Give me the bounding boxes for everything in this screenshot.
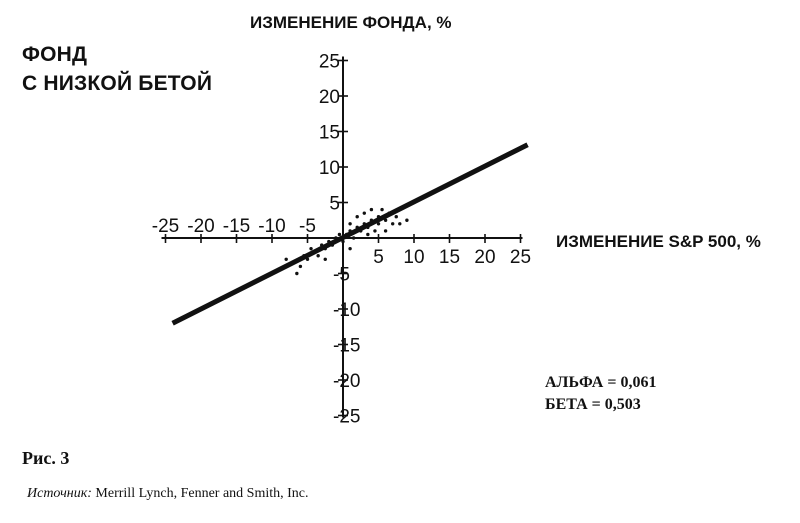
- data-point: [398, 222, 401, 225]
- data-point: [377, 222, 380, 225]
- data-point: [384, 219, 387, 222]
- data-point: [316, 254, 319, 257]
- x-tick-label: -25: [151, 216, 180, 237]
- y-tick-label: -10: [333, 300, 361, 321]
- y-tick-label: 25: [318, 51, 340, 73]
- alpha-value: АЛЬФА = 0,061: [545, 374, 657, 391]
- data-point: [338, 233, 341, 236]
- chart-title-line-1: ФОНД: [22, 43, 88, 66]
- data-point: [377, 215, 380, 218]
- beta-value: БЕТА = 0,503: [545, 396, 641, 413]
- x-tick-label: -10: [258, 216, 286, 237]
- data-point: [373, 229, 376, 232]
- data-point: [363, 211, 366, 214]
- data-point: [292, 261, 295, 264]
- y-tick-label: -15: [333, 335, 361, 357]
- data-point: [327, 240, 330, 243]
- x-tick-label: 10: [403, 247, 425, 268]
- regression-stats: [545, 372, 656, 416]
- source-label: Источник:: [27, 486, 92, 501]
- data-point: [356, 215, 359, 218]
- figure-label: Рис. 3: [22, 448, 70, 468]
- x-tick-label: 5: [373, 247, 384, 268]
- data-point: [352, 236, 355, 239]
- source-note: [27, 486, 309, 502]
- data-point: [295, 272, 298, 275]
- data-point: [380, 208, 383, 211]
- data-point: [405, 219, 408, 222]
- y-axis-label: ИЗМЕНЕНИЕ ФОНДА, %: [250, 13, 452, 32]
- data-point: [341, 240, 344, 243]
- x-tick-label: -20: [187, 216, 215, 237]
- data-point: [334, 236, 337, 239]
- x-tick-label: -15: [222, 216, 251, 237]
- data-point: [309, 247, 312, 250]
- x-axis-label: ИЗМЕНЕНИЕ S&P 500, %: [556, 232, 761, 251]
- y-tick-label: 10: [318, 158, 340, 179]
- data-point: [359, 229, 362, 232]
- data-point: [356, 226, 359, 229]
- data-point: [348, 229, 351, 232]
- data-point: [370, 219, 373, 222]
- data-point: [348, 247, 351, 250]
- data-point: [366, 233, 369, 236]
- source-text: Merrill Lynch, Fenner and Smith, Inc.: [91, 486, 309, 501]
- data-point: [348, 222, 351, 225]
- data-point: [331, 243, 334, 246]
- data-point: [306, 258, 309, 261]
- data-point: [363, 222, 366, 225]
- data-point: [384, 229, 387, 232]
- data-point: [391, 222, 394, 225]
- chart-title-line-2: С НИЗКОЙ БЕТОЙ: [22, 72, 213, 95]
- data-point: [395, 215, 398, 218]
- data-point: [324, 258, 327, 261]
- x-tick-label: 15: [438, 247, 461, 268]
- y-tick-label: -25: [333, 406, 361, 428]
- data-point: [324, 247, 327, 250]
- data-point: [299, 265, 302, 268]
- data-point: [313, 251, 316, 254]
- x-tick-label: -5: [299, 216, 316, 237]
- data-point: [387, 211, 390, 214]
- y-tick-label: 5: [329, 193, 340, 215]
- data-point: [370, 208, 373, 211]
- data-point: [285, 258, 288, 261]
- x-tick-label: 20: [474, 247, 496, 268]
- y-tick-label: -20: [333, 371, 361, 392]
- data-point: [366, 226, 369, 229]
- y-tick-label: -5: [333, 264, 350, 286]
- y-tick-label: 15: [318, 122, 340, 144]
- data-point: [345, 233, 348, 236]
- data-point: [320, 243, 323, 246]
- y-tick-label: 20: [318, 87, 340, 108]
- x-tick-label: 25: [509, 247, 532, 268]
- data-point: [302, 254, 305, 257]
